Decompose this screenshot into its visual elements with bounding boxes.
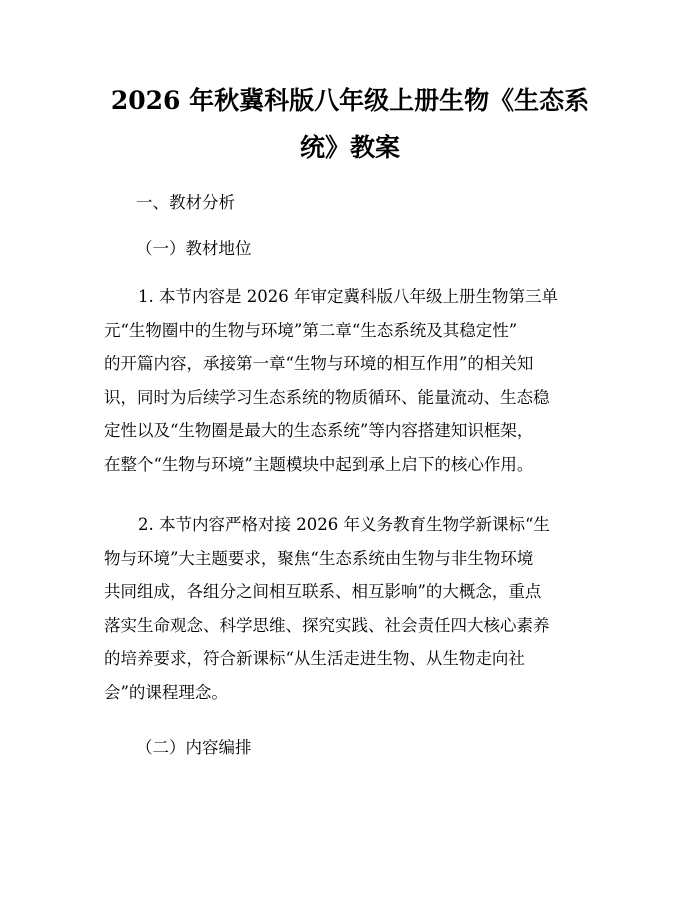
paragraph-line: 的开篇内容，承接第一章“生物与环境的相互作用”的相关知: [104, 354, 534, 373]
paragraph-2: [104, 508, 604, 709]
paragraph-line: 落实生命观念、科学思维、探究实践、社会责任四大核心素养: [104, 615, 550, 635]
paragraph-line: 1. 本节内容是 2026 年审定冀科版八年级上册生物第三单: [138, 287, 558, 306]
section-heading: 一、教材分析: [136, 193, 235, 212]
paragraph-line: 2. 本节内容严格对接 2026 年义务教育生物学新课标“生: [138, 515, 550, 534]
paragraph-line: 元“生物圈中的生物与环境”第二章“生态系统及其稳定性”: [104, 320, 518, 340]
paragraph-line: 物与环境”大主题要求，聚焦“生态系统由生物与非生物环境: [104, 548, 534, 568]
paragraph-1: [104, 280, 604, 481]
paragraph-line: 共同组成，各组分之间相互联系、相互影响”的大概念，重点: [104, 582, 542, 601]
paragraph-line: 定性以及“生物圈是最大的生态系统”等内容搭建知识框架，: [104, 421, 534, 440]
paragraph-line: 的培养要求，符合新课标“从生活走进生物、从生物走向社: [104, 649, 525, 668]
document-title-line-1: 2026 年秋冀科版八年级上册生物《生态系: [110, 86, 590, 115]
subsection-heading-arrangement: （二）内容编排: [136, 738, 252, 757]
paragraph-line: 会”的课程理念。: [104, 682, 228, 702]
document-title-line-2: 统》教案: [299, 133, 400, 162]
subsection-heading-position: （一）教材地位: [136, 239, 252, 258]
paragraph-line: 在整个“生物与环境”主题模块中起到承上启下的核心作用。: [104, 454, 534, 474]
paragraph-line: 识，同时为后续学习生态系统的物质循环、能量流动、生态稳: [104, 387, 550, 407]
